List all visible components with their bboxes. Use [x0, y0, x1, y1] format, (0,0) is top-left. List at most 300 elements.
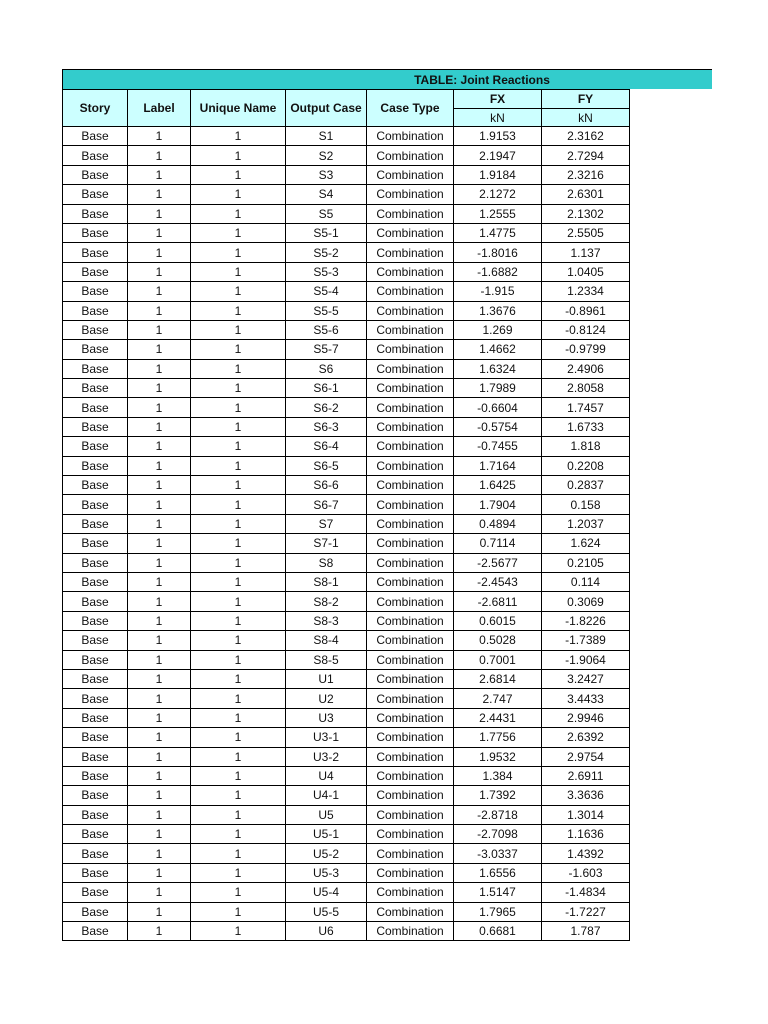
fx-cell: -1.8016	[454, 243, 542, 262]
label-cell: 1	[128, 592, 191, 611]
story-cell: Base	[63, 417, 128, 436]
header-output-case: Output Case	[286, 90, 367, 127]
story-cell: Base	[63, 301, 128, 320]
unique-name-cell: 1	[191, 689, 286, 708]
fy-cell: 2.6301	[542, 185, 630, 204]
fx-cell: -0.5754	[454, 417, 542, 436]
output-case-cell: S7-1	[286, 534, 367, 553]
story-cell: Base	[63, 611, 128, 630]
table-title-band	[62, 69, 712, 89]
unique-name-cell: 1	[191, 805, 286, 824]
output-case-cell: U3-1	[286, 728, 367, 747]
fy-cell: 1.137	[542, 243, 630, 262]
table-row	[63, 301, 630, 320]
fx-cell: 1.2555	[454, 204, 542, 223]
case-type-cell: Combination	[367, 611, 454, 630]
fx-cell: -2.6811	[454, 592, 542, 611]
table-row	[63, 747, 630, 766]
fx-cell: 1.9184	[454, 165, 542, 184]
table-row	[63, 146, 630, 165]
fx-cell: 2.1947	[454, 146, 542, 165]
label-cell: 1	[128, 495, 191, 514]
story-cell: Base	[63, 786, 128, 805]
table-row	[63, 631, 630, 650]
output-case-cell: S5	[286, 204, 367, 223]
fx-cell: 1.7965	[454, 902, 542, 921]
fx-cell: 1.5147	[454, 883, 542, 902]
output-case-cell: S6-4	[286, 437, 367, 456]
unique-name-cell: 1	[191, 379, 286, 398]
story-cell: Base	[63, 204, 128, 223]
fy-cell: 2.9946	[542, 708, 630, 727]
fx-cell: -3.0337	[454, 844, 542, 863]
output-case-cell: S7	[286, 514, 367, 533]
label-cell: 1	[128, 185, 191, 204]
case-type-cell: Combination	[367, 592, 454, 611]
fy-cell: 3.4433	[542, 689, 630, 708]
fx-cell: 1.9532	[454, 747, 542, 766]
table-row	[63, 844, 630, 863]
case-type-cell: Combination	[367, 534, 454, 553]
label-cell: 1	[128, 747, 191, 766]
unique-name-cell: 1	[191, 650, 286, 669]
output-case-cell: S6-1	[286, 379, 367, 398]
label-cell: 1	[128, 631, 191, 650]
fy-cell: -1.4834	[542, 883, 630, 902]
fy-cell: 1.6733	[542, 417, 630, 436]
unique-name-cell: 1	[191, 611, 286, 630]
table-row	[63, 359, 630, 378]
story-cell: Base	[63, 476, 128, 495]
fx-cell: 1.9153	[454, 127, 542, 146]
fy-cell: 0.2105	[542, 553, 630, 572]
output-case-cell: S5-6	[286, 320, 367, 339]
table-row	[63, 185, 630, 204]
label-cell: 1	[128, 146, 191, 165]
story-cell: Base	[63, 728, 128, 747]
table-row	[63, 243, 630, 262]
case-type-cell: Combination	[367, 553, 454, 572]
label-cell: 1	[128, 243, 191, 262]
table-row	[63, 825, 630, 844]
output-case-cell: U3	[286, 708, 367, 727]
output-case-cell: S5-1	[286, 223, 367, 242]
output-case-cell: S6-5	[286, 456, 367, 475]
unique-name-cell: 1	[191, 165, 286, 184]
unique-name-cell: 1	[191, 631, 286, 650]
table-row	[63, 476, 630, 495]
label-cell: 1	[128, 844, 191, 863]
table-row	[63, 165, 630, 184]
label-cell: 1	[128, 805, 191, 824]
output-case-cell: U5	[286, 805, 367, 824]
header-unique-name: Unique Name	[191, 90, 286, 127]
table-row	[63, 572, 630, 591]
output-case-cell: S6-7	[286, 495, 367, 514]
story-cell: Base	[63, 592, 128, 611]
fx-cell: 0.4894	[454, 514, 542, 533]
label-cell: 1	[128, 165, 191, 184]
label-cell: 1	[128, 922, 191, 941]
story-cell: Base	[63, 437, 128, 456]
table-row	[63, 863, 630, 882]
unique-name-cell: 1	[191, 825, 286, 844]
fy-cell: -0.8124	[542, 320, 630, 339]
story-cell: Base	[63, 863, 128, 882]
case-type-cell: Combination	[367, 417, 454, 436]
fx-cell: -0.7455	[454, 437, 542, 456]
unique-name-cell: 1	[191, 592, 286, 611]
case-type-cell: Combination	[367, 320, 454, 339]
table-row	[63, 708, 630, 727]
unique-name-cell: 1	[191, 437, 286, 456]
case-type-cell: Combination	[367, 476, 454, 495]
fy-cell: 1.1636	[542, 825, 630, 844]
header-label: Label	[128, 90, 191, 127]
case-type-cell: Combination	[367, 359, 454, 378]
unique-name-cell: 1	[191, 340, 286, 359]
output-case-cell: U5-4	[286, 883, 367, 902]
unique-name-cell: 1	[191, 747, 286, 766]
case-type-cell: Combination	[367, 127, 454, 146]
case-type-cell: Combination	[367, 689, 454, 708]
label-cell: 1	[128, 534, 191, 553]
output-case-cell: U5-3	[286, 863, 367, 882]
label-cell: 1	[128, 786, 191, 805]
fy-cell: 2.6911	[542, 766, 630, 785]
label-cell: 1	[128, 282, 191, 301]
fy-cell: -1.603	[542, 863, 630, 882]
label-cell: 1	[128, 456, 191, 475]
table-row	[63, 417, 630, 436]
fy-cell: -1.9064	[542, 650, 630, 669]
unique-name-cell: 1	[191, 185, 286, 204]
fx-cell: 2.1272	[454, 185, 542, 204]
story-cell: Base	[63, 379, 128, 398]
story-cell: Base	[63, 398, 128, 417]
unique-name-cell: 1	[191, 320, 286, 339]
story-cell: Base	[63, 185, 128, 204]
table-row	[63, 883, 630, 902]
case-type-cell: Combination	[367, 766, 454, 785]
story-cell: Base	[63, 766, 128, 785]
output-case-cell: U3-2	[286, 747, 367, 766]
story-cell: Base	[63, 340, 128, 359]
output-case-cell: S6-3	[286, 417, 367, 436]
fx-cell: 0.7114	[454, 534, 542, 553]
story-cell: Base	[63, 127, 128, 146]
fy-cell: 0.158	[542, 495, 630, 514]
case-type-cell: Combination	[367, 669, 454, 688]
table-row	[63, 127, 630, 146]
fx-cell: -2.5677	[454, 553, 542, 572]
unique-name-cell: 1	[191, 282, 286, 301]
fy-cell: -0.8961	[542, 301, 630, 320]
output-case-cell: S2	[286, 146, 367, 165]
case-type-cell: Combination	[367, 572, 454, 591]
label-cell: 1	[128, 572, 191, 591]
unique-name-cell: 1	[191, 146, 286, 165]
header-fx-unit: kN	[454, 109, 542, 127]
unique-name-cell: 1	[191, 844, 286, 863]
fx-cell: 1.7164	[454, 456, 542, 475]
label-cell: 1	[128, 766, 191, 785]
table-row	[63, 534, 630, 553]
case-type-cell: Combination	[367, 825, 454, 844]
fy-cell: 3.3636	[542, 786, 630, 805]
fx-cell: 1.4662	[454, 340, 542, 359]
unique-name-cell: 1	[191, 476, 286, 495]
label-cell: 1	[128, 398, 191, 417]
fy-cell: 2.8058	[542, 379, 630, 398]
table-row	[63, 262, 630, 281]
fx-cell: -2.8718	[454, 805, 542, 824]
story-cell: Base	[63, 844, 128, 863]
table-row	[63, 805, 630, 824]
case-type-cell: Combination	[367, 902, 454, 921]
header-fx: FX	[454, 90, 542, 109]
fy-cell: 0.2837	[542, 476, 630, 495]
header-story: Story	[63, 90, 128, 127]
fx-cell: 1.7989	[454, 379, 542, 398]
label-cell: 1	[128, 379, 191, 398]
output-case-cell: U5-2	[286, 844, 367, 863]
case-type-cell: Combination	[367, 786, 454, 805]
output-case-cell: S5-2	[286, 243, 367, 262]
output-case-cell: U4	[286, 766, 367, 785]
output-case-cell: S8-4	[286, 631, 367, 650]
fy-cell: 1.4392	[542, 844, 630, 863]
case-type-cell: Combination	[367, 805, 454, 824]
output-case-cell: U1	[286, 669, 367, 688]
fy-cell: 1.7457	[542, 398, 630, 417]
output-case-cell: S5-4	[286, 282, 367, 301]
fx-cell: 0.5028	[454, 631, 542, 650]
unique-name-cell: 1	[191, 863, 286, 882]
unique-name-cell: 1	[191, 495, 286, 514]
output-case-cell: U4-1	[286, 786, 367, 805]
output-case-cell: S8-1	[286, 572, 367, 591]
table-row	[63, 379, 630, 398]
fx-cell: 0.7001	[454, 650, 542, 669]
case-type-cell: Combination	[367, 708, 454, 727]
table-row	[63, 922, 630, 941]
label-cell: 1	[128, 883, 191, 902]
fx-cell: 1.7904	[454, 495, 542, 514]
fx-cell: 2.747	[454, 689, 542, 708]
fx-cell: -0.6604	[454, 398, 542, 417]
fy-cell: 0.114	[542, 572, 630, 591]
story-cell: Base	[63, 456, 128, 475]
output-case-cell: S5-7	[286, 340, 367, 359]
fx-cell: 1.7392	[454, 786, 542, 805]
label-cell: 1	[128, 611, 191, 630]
case-type-cell: Combination	[367, 747, 454, 766]
table-row	[63, 669, 630, 688]
story-cell: Base	[63, 747, 128, 766]
unique-name-cell: 1	[191, 669, 286, 688]
case-type-cell: Combination	[367, 146, 454, 165]
table-row	[63, 728, 630, 747]
table-row	[63, 902, 630, 921]
case-type-cell: Combination	[367, 185, 454, 204]
case-type-cell: Combination	[367, 456, 454, 475]
story-cell: Base	[63, 495, 128, 514]
label-cell: 1	[128, 708, 191, 727]
label-cell: 1	[128, 223, 191, 242]
fy-cell: 2.5505	[542, 223, 630, 242]
unique-name-cell: 1	[191, 243, 286, 262]
fx-cell: 0.6681	[454, 922, 542, 941]
unique-name-cell: 1	[191, 398, 286, 417]
fx-cell: 1.6324	[454, 359, 542, 378]
fy-cell: 2.6392	[542, 728, 630, 747]
output-case-cell: S5-5	[286, 301, 367, 320]
unique-name-cell: 1	[191, 708, 286, 727]
fy-cell: 0.3069	[542, 592, 630, 611]
story-cell: Base	[63, 902, 128, 921]
unique-name-cell: 1	[191, 417, 286, 436]
unique-name-cell: 1	[191, 534, 286, 553]
story-cell: Base	[63, 650, 128, 669]
label-cell: 1	[128, 204, 191, 223]
case-type-cell: Combination	[367, 223, 454, 242]
table-row	[63, 437, 630, 456]
output-case-cell: U5-1	[286, 825, 367, 844]
unique-name-cell: 1	[191, 922, 286, 941]
story-cell: Base	[63, 165, 128, 184]
case-type-cell: Combination	[367, 631, 454, 650]
unique-name-cell: 1	[191, 883, 286, 902]
table-body	[63, 127, 630, 941]
unique-name-cell: 1	[191, 223, 286, 242]
fy-cell: 1.787	[542, 922, 630, 941]
fy-cell: 1.818	[542, 437, 630, 456]
label-cell: 1	[128, 689, 191, 708]
fx-cell: -1.915	[454, 282, 542, 301]
fy-cell: -1.7389	[542, 631, 630, 650]
case-type-cell: Combination	[367, 922, 454, 941]
output-case-cell: S3	[286, 165, 367, 184]
table-row	[63, 592, 630, 611]
story-cell: Base	[63, 359, 128, 378]
header-fy: FY	[542, 90, 630, 109]
fx-cell: 1.6425	[454, 476, 542, 495]
unique-name-cell: 1	[191, 728, 286, 747]
label-cell: 1	[128, 301, 191, 320]
fx-cell: 2.6814	[454, 669, 542, 688]
fx-cell: 1.269	[454, 320, 542, 339]
story-cell: Base	[63, 825, 128, 844]
case-type-cell: Combination	[367, 650, 454, 669]
case-type-cell: Combination	[367, 844, 454, 863]
output-case-cell: S6	[286, 359, 367, 378]
case-type-cell: Combination	[367, 495, 454, 514]
table-title: TABLE: Joint Reactions	[414, 73, 550, 87]
story-cell: Base	[63, 805, 128, 824]
table-row	[63, 495, 630, 514]
label-cell: 1	[128, 863, 191, 882]
output-case-cell: U5-5	[286, 902, 367, 921]
case-type-cell: Combination	[367, 262, 454, 281]
output-case-cell: U6	[286, 922, 367, 941]
story-cell: Base	[63, 553, 128, 572]
fx-cell: 1.3676	[454, 301, 542, 320]
fy-cell: 1.0405	[542, 262, 630, 281]
table-row	[63, 689, 630, 708]
label-cell: 1	[128, 650, 191, 669]
case-type-cell: Combination	[367, 340, 454, 359]
fx-cell: 1.7756	[454, 728, 542, 747]
fy-cell: 2.3216	[542, 165, 630, 184]
case-type-cell: Combination	[367, 204, 454, 223]
unique-name-cell: 1	[191, 262, 286, 281]
case-type-cell: Combination	[367, 379, 454, 398]
story-cell: Base	[63, 689, 128, 708]
case-type-cell: Combination	[367, 514, 454, 533]
case-type-cell: Combination	[367, 301, 454, 320]
fy-cell: -1.8226	[542, 611, 630, 630]
label-cell: 1	[128, 127, 191, 146]
fy-cell: 2.9754	[542, 747, 630, 766]
table-row	[63, 223, 630, 242]
label-cell: 1	[128, 553, 191, 572]
story-cell: Base	[63, 320, 128, 339]
unique-name-cell: 1	[191, 786, 286, 805]
case-type-cell: Combination	[367, 282, 454, 301]
story-cell: Base	[63, 669, 128, 688]
table-row	[63, 553, 630, 572]
case-type-cell: Combination	[367, 863, 454, 882]
fx-cell: 2.4431	[454, 708, 542, 727]
fy-cell: 1.2037	[542, 514, 630, 533]
table-row	[63, 766, 630, 785]
output-case-cell: S8-5	[286, 650, 367, 669]
table-row	[63, 786, 630, 805]
table-row	[63, 340, 630, 359]
header-case-type: Case Type	[367, 90, 454, 127]
unique-name-cell: 1	[191, 301, 286, 320]
label-cell: 1	[128, 320, 191, 339]
case-type-cell: Combination	[367, 728, 454, 747]
story-cell: Base	[63, 534, 128, 553]
fy-cell: 2.7294	[542, 146, 630, 165]
unique-name-cell: 1	[191, 553, 286, 572]
table-row	[63, 456, 630, 475]
fy-cell: 1.624	[542, 534, 630, 553]
label-cell: 1	[128, 825, 191, 844]
unique-name-cell: 1	[191, 127, 286, 146]
unique-name-cell: 1	[191, 456, 286, 475]
story-cell: Base	[63, 572, 128, 591]
output-case-cell: S6-6	[286, 476, 367, 495]
fy-cell: 1.3014	[542, 805, 630, 824]
label-cell: 1	[128, 437, 191, 456]
label-cell: 1	[128, 340, 191, 359]
story-cell: Base	[63, 631, 128, 650]
fy-cell: 2.4906	[542, 359, 630, 378]
table-row	[63, 282, 630, 301]
story-cell: Base	[63, 223, 128, 242]
fx-cell: 1.4775	[454, 223, 542, 242]
story-cell: Base	[63, 708, 128, 727]
fy-cell: 1.2334	[542, 282, 630, 301]
label-cell: 1	[128, 417, 191, 436]
fx-cell: -2.7098	[454, 825, 542, 844]
case-type-cell: Combination	[367, 437, 454, 456]
label-cell: 1	[128, 669, 191, 688]
fy-cell: 2.1302	[542, 204, 630, 223]
